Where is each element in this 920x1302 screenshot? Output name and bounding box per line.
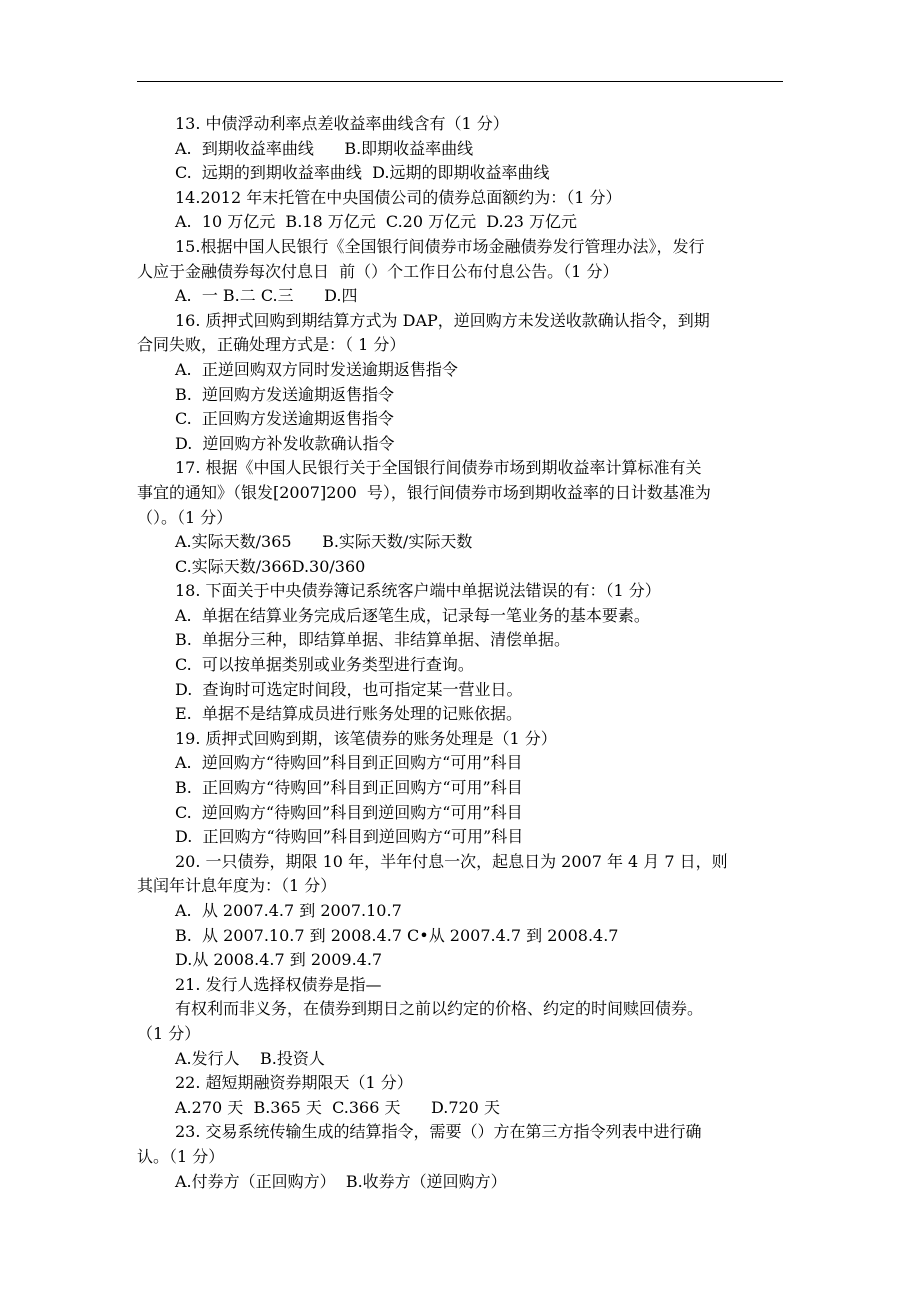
text-line: 19. 质押式回购到期，该笔债券的账务处理是（1 分） bbox=[175, 728, 557, 748]
text-line: 22. 超短期融资券期限天（1 分） bbox=[175, 1073, 413, 1093]
text-line: A. 从 2007.4.7 到 2007.10.7 bbox=[175, 901, 402, 920]
header-rule bbox=[137, 81, 783, 82]
text-line: A. 单据在结算业务完成后逐笔生成，记录每一笔业务的基本要素。 bbox=[175, 605, 650, 625]
text-line: 认。（1 分） bbox=[137, 1146, 225, 1166]
text-line: 其闰年计息年度为：（1 分） bbox=[137, 876, 337, 896]
text-line: 18. 下面关于中央债券簿记系统客户端中单据说法错误的有：（1 分） bbox=[175, 581, 661, 601]
text-line: A.实际天数/365 B.实际天数/实际天数 bbox=[175, 532, 473, 552]
text-line: E. 单据不是结算成员进行账务处理的记账依据。 bbox=[175, 704, 522, 724]
text-line: 有权利而非义务，在债券到期日之前以约定的价格、约定的时间赎回债券。 bbox=[175, 999, 704, 1019]
text-line: A.发行人 B.投资人 bbox=[175, 1048, 325, 1068]
text-line: 17. 根据《中国人民银行关于全国银行间债券市场到期收益率计算标准有关 bbox=[175, 458, 702, 478]
text-line: 13. 中债浮动利率点差收益率曲线含有（1 分） bbox=[175, 114, 509, 133]
text-line: D. 逆回购方补发收款确认指令 bbox=[175, 433, 395, 453]
text-line: B. 从 2007.10.7 到 2008.4.7 C•从 2007.4.7 到 2008.4.7 bbox=[175, 925, 619, 945]
text-line: A. 到期收益率曲线 B.即期收益率曲线 bbox=[175, 138, 474, 158]
text-line: 20. 一只债券，期限 10 年，半年付息一次，起息日为 2007 年 4 月 7 日，则 bbox=[175, 851, 728, 871]
text-line: A. 正逆回购双方同时发送逾期返售指令 bbox=[175, 359, 458, 379]
text-line: 事宜的通知》（银发[2007]200 号），银行间债券市场到期收益率的日计数基准为 bbox=[137, 482, 711, 502]
text-line: 14.2012 年末托管在中央国债公司的债券总面额约为：（1 分） bbox=[175, 187, 622, 207]
text-line: 16. 质押式回购到期结算方式为 DAP，逆回购方未发送收款确认指令，到期 bbox=[175, 310, 710, 330]
text-line: 15.根据中国人民银行《全国银行间债券市场金融债券发行管理办法》，发行 bbox=[175, 236, 705, 256]
text-line: C. 可以按单据类别或业务类型进行查询。 bbox=[175, 655, 474, 675]
text-line: B. 单据分三种，即结算单据、非结算单据、清偿单据。 bbox=[175, 630, 571, 650]
text-line: （）。（1 分） bbox=[137, 507, 233, 527]
text-line: 人应于金融债券每次付息日 前（）个工作日公布付息公告。（1 分） bbox=[137, 261, 619, 281]
text-line: C. 远期的到期收益率曲线 D.远期的即期收益率曲线 bbox=[175, 163, 550, 183]
text-line: 合同失败，正确处理方式是：（ 1 分） bbox=[137, 335, 406, 355]
text-line: A. 逆回购方“待购回”科目到正回购方“可用”科目 bbox=[175, 753, 523, 773]
text-line: A.270 天 B.365 天 C.366 天 D.720 天 bbox=[175, 1097, 500, 1117]
text-line: C. 正回购方发送逾期返售指令 bbox=[175, 409, 394, 429]
text-line: A.付券方（正回购方） B.收券方（逆回购方） bbox=[175, 1171, 507, 1191]
text-line: 21. 发行人选择权债券是指— bbox=[175, 974, 382, 994]
text-line: B. 正回购方“待购回”科目到正回购方“可用”科目 bbox=[175, 778, 523, 798]
question-list bbox=[137, 112, 787, 1194]
text-line: B. 逆回购方发送逾期返售指令 bbox=[175, 384, 395, 404]
text-line: A. 一 B.二 C.三 D.四 bbox=[175, 286, 358, 306]
text-line: （1 分） bbox=[137, 1023, 201, 1043]
text-line: 23. 交易系统传输生成的结算指令，需要（）方在第三方指令列表中进行确 bbox=[175, 1122, 702, 1142]
text-line: C.实际天数/366D.30/360 bbox=[175, 556, 366, 576]
text-line: C. 逆回购方“待购回”科目到逆回购方“可用”科目 bbox=[175, 802, 523, 822]
text-line: D.从 2008.4.7 到 2009.4.7 bbox=[175, 950, 383, 970]
text-line: D. 查询时可选定时间段，也可指定某一营业日。 bbox=[175, 679, 523, 699]
text-line: A. 10 万亿元 B.18 万亿元 C.20 万亿元 D.23 万亿元 bbox=[175, 212, 578, 232]
text-line: D. 正回购方“待购回”科目到逆回购方“可用”科目 bbox=[175, 827, 524, 847]
